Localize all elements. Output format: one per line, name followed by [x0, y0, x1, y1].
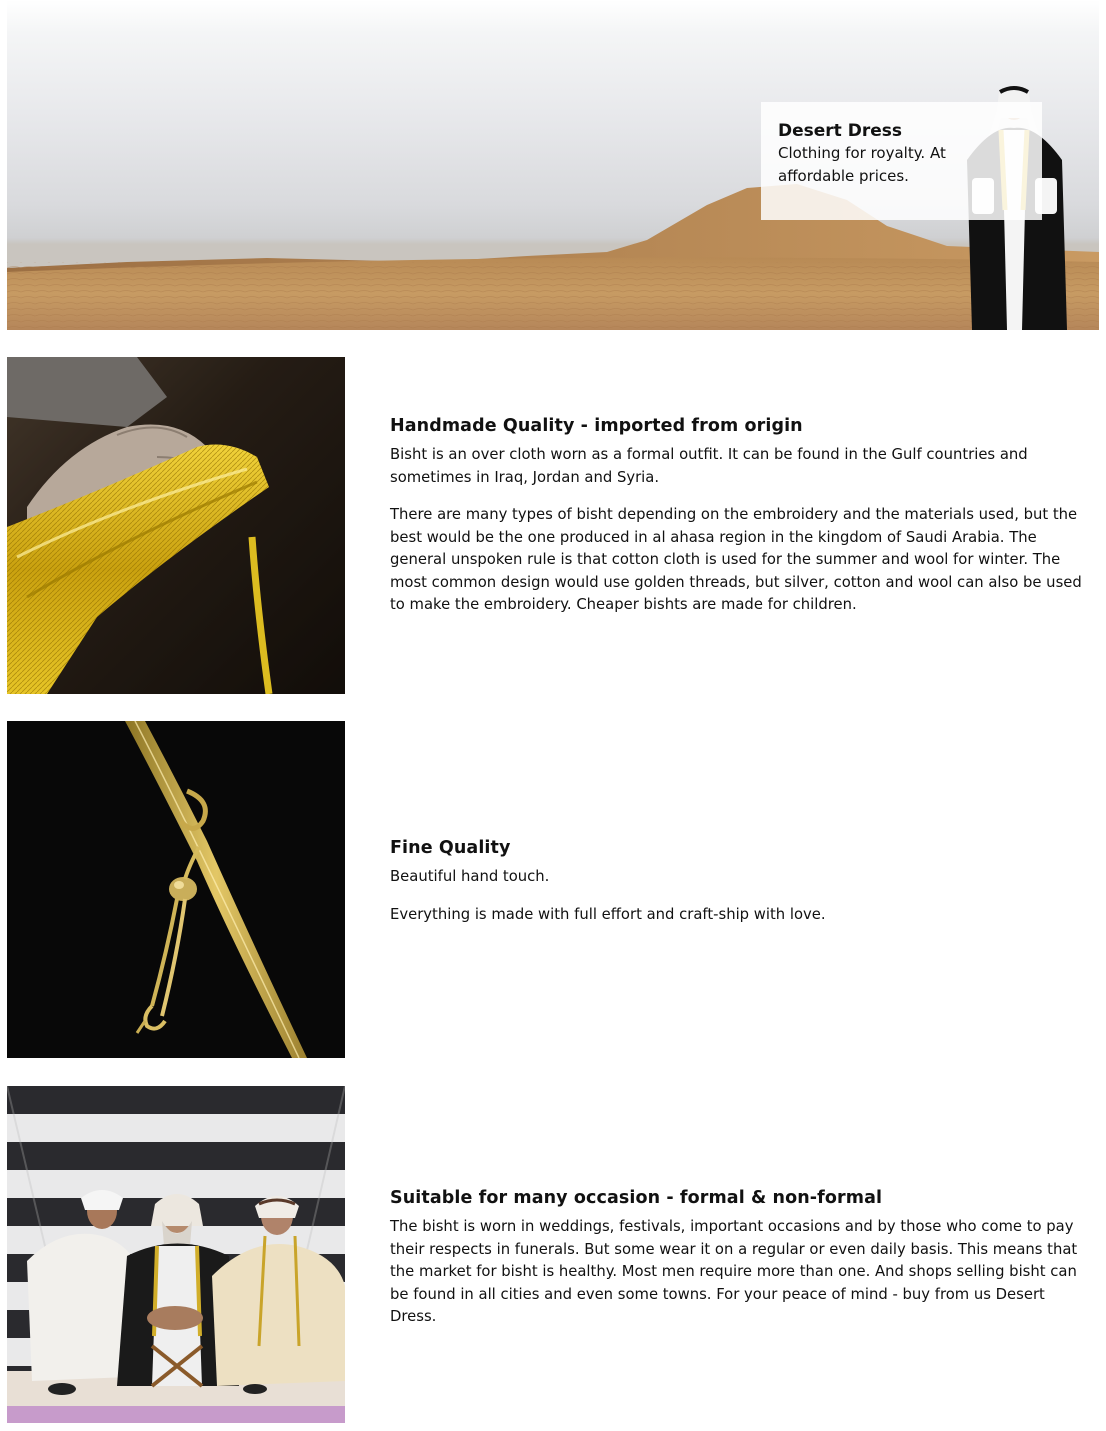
- hero-banner: [7, 0, 1099, 330]
- feature-row-fine-quality: [0, 721, 1106, 1059]
- feature-row-handmade: [0, 357, 1106, 695]
- men-gathering-tent-photo: [7, 1086, 345, 1423]
- feature-paragraph: Bisht is an over cloth worn as a formal outfit. It can be found in the Gulf countries and sometimes in Iraq, Jordan and Syria.: [390, 446, 1028, 486]
- feature-text-fine-quality: [390, 837, 1090, 926]
- feature-heading: Suitable for many occasion - formal & non-formal: [390, 1188, 883, 1208]
- feature-paragraph: The bisht is worn in weddings, festivals, important occasions and by those who come to pay their respects in funerals. But some wear it on a regular or even daily basis. This means that the market for bisht is healthy. Most men require more than one. And shops selling bisht can be found in all cities and even some towns. For your peace of mind - buy from us Desert Dress.: [390, 1218, 1078, 1325]
- embroidered-bisht-collar-photo: [7, 357, 345, 694]
- brand-title: Desert Dress: [778, 121, 902, 141]
- feature-paragraph: Everything is made with full effort and craft-ship with love.: [390, 905, 826, 923]
- feature-text-handmade: [390, 415, 1090, 617]
- feature-text-occasions: [390, 1187, 1090, 1329]
- feature-paragraph: There are many types of bisht depending on the embroidery and the materials used, but the best would be the one produced in al ahasa region in the kingdom of Saudi Arabia. The general unspoken rule is that cotton cloth is used for the summer and wool for winter. The most common design would use golden threads, but silver, cotton and wool can also be used to make the embroidery. Cheaper bishts are made for children.: [390, 506, 1082, 613]
- feature-row-occasions: [0, 1086, 1106, 1424]
- feature-heading: Fine Quality: [390, 838, 511, 858]
- feature-heading: Handmade Quality - imported from origin: [390, 416, 803, 436]
- golden-tassel-photo: [7, 721, 345, 1058]
- brand-card: [761, 102, 1042, 220]
- feature-paragraph: Beautiful hand touch.: [390, 868, 550, 885]
- brand-tagline: Clothing for royalty. At affordable prices.: [778, 144, 946, 185]
